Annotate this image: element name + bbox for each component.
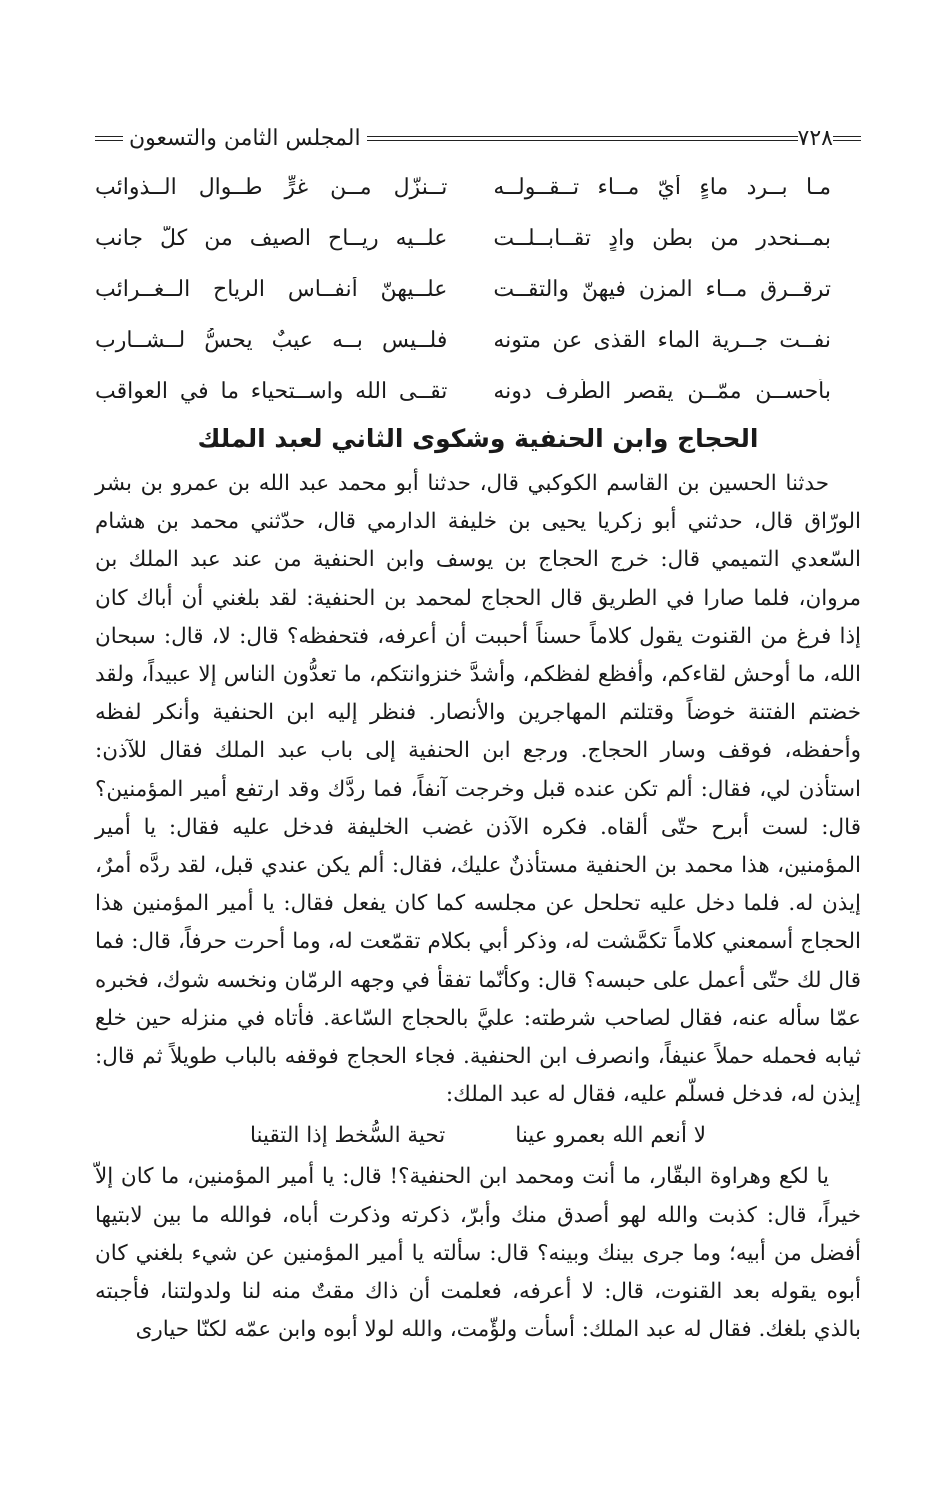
prose-body bbox=[95, 465, 861, 1349]
poem-line bbox=[95, 315, 861, 366]
header-rule bbox=[833, 136, 861, 141]
running-header bbox=[95, 118, 861, 158]
poem-second-hemistich: فلــيس بــه عيبٌ يحسُّ لــشــارب bbox=[95, 328, 448, 353]
chapter-title: المجلس الثامن والتسعون bbox=[129, 125, 361, 151]
header-rule bbox=[367, 136, 798, 141]
poem-second-hemistich: تقــى الله واســتحياء ما في العواقب bbox=[95, 379, 448, 404]
paragraph: حدثنا الحسين بن القاسم الكوكبي قال، حدثنا أبو محمد عبد الله بن عمرو بن بشر الورّاق قال، حدثني أبو زكريا يحيى بن خليفة الدارمي قال، حدّثني محمد بن هشام السّعدي التميمي قال: خرج الحجاج بن يوسف وابن الحنفية من عند عبد الملك بن مروان، فلما صارا في الطريق قال الحجاج لمحمد بن الحنفية: لقد بلغني أن أباك كان إذا فرغ من القنوت يقول كلاماً حسناً أحببت أن أعرفه، فتحفظه؟ قال: لا، قال: سبحان الله، ما أوحش لقاءكم، وأفظع لفظكم، وأشدَّ خنزوانتكم، ما تعدُّون الناس إلا عبيداً، ولقد خضتم الفتنة خوضاً وقتلتم المهاجرين والأنصار. فنظر إليه ابن الحنفية وأنكر لفظه وأحفظه، فوقف وسار الحجاج. ورجع ابن الحنفية إلى باب عبد الملك فقال للآذن: استأذن لي، فقال: ألم تكن عنده قبل وخرجت آنفاً، فما ردَّك وقد ارتفع أمير المؤمنين؟ قال: لست أبرح حتّى ألقاه. فكره الآذن غضب الخليفة فدخل عليه فقال: يا أمير المؤمنين، هذا محمد بن الحنفية مستأذنٌ عليك، فقال: ألم يكن عندي قبل، لقد ردَّه أمرٌ، إيذن له. فلما دخل عليه تحلحل عن مجلسه كما كان يفعل فقال: يا أمير المؤمنين هذا الحجاج أسمعني كلاماً تكمَّشت له، وذكر أبي بكلام تقمّعت له، وما أحرت حرفاً، قال: فما قال لك حتّى أعمل على حبسه؟ قال: وكأنّما تفقأ في وجهه الرمّان ونخسه شوك، فخبره عمّا سأله عنه، فقال لصاحب شرطته: عليَّ بالحجاج السّاعة. فأتاه في منزله حين خلع ثيابه فحمله حملاً عنيفاً، وانصرف ابن الحنفية. فجاء الحجاج فوقفه بالباب طويلاً ثم قال: إيذن له، فدخل فسلّم عليه، فقال له عبد الملك: bbox=[95, 471, 861, 1108]
poem-first-hemistich: بمــنحدرٍ من بطن وادٍ تقــابــلــت bbox=[493, 226, 831, 251]
verse-first-hemistich: لا أنعم الله بعمرو عينا bbox=[515, 1123, 707, 1149]
poem-first-hemistich: بأحســن ممّــن يقصر الطّرف دونه bbox=[493, 379, 831, 404]
poem-line bbox=[95, 213, 861, 264]
poem-line bbox=[95, 366, 861, 417]
verse-quote bbox=[95, 1114, 861, 1158]
book-page bbox=[95, 118, 861, 1349]
poem-second-hemistich: علــيه ريــاح الصيف من كلّ جانب bbox=[95, 226, 448, 251]
page-number: ٧٢٨ bbox=[797, 125, 833, 151]
verse-second-hemistich: تحية السُّخط إذا التقينا bbox=[249, 1123, 446, 1149]
poem-second-hemistich: علــيهنّ أنفــاس الرياح الــغــرائب bbox=[95, 277, 448, 302]
header-rule bbox=[95, 136, 123, 141]
poem-line bbox=[95, 264, 861, 315]
poem-first-hemistich: مـا بــرد ماءٍ أيّ مــاء تــقــولــه bbox=[493, 175, 831, 200]
poem-first-hemistich: ترقــرق مــاء المزن فيهنّ والتقــت bbox=[493, 277, 831, 302]
section-heading: الحجاج وابن الحنفية وشكوى الثاني لعبد الملك bbox=[197, 424, 759, 453]
poem bbox=[95, 162, 861, 417]
paragraph: يا لكع وهراوة البقّار، ما أنت ومحمد ابن الحنفية؟! قال: يا أمير المؤمنين، ما كان إلاّ خيراً، قال: كذبت والله لهو أصدق منك وأبرّ، ذكرته وذكرت أباه، فوالله ما بين لابتيها أفضل من أبيه؛ وما جرى بينك وبينه؟ قال: سألته يا أمير المؤمنين عن شيء بلغني كان أبوه يقوله بعد القنوت، قال: لا أعرفه، فعلمت أن ذاك مقتٌ منه لنا ولدولتنا، فأجبته بالذي بلغك. فقال له عبد الملك: أسأت ولؤّمت، والله لولا أبوه وابن عمّه لكنّا حيارى bbox=[95, 1164, 861, 1343]
poem-first-hemistich: نفــت جــرية الماء القذى عن متونه bbox=[493, 328, 831, 353]
poem-line bbox=[95, 162, 861, 213]
poem-second-hemistich: تــنزّل مــن غرٍّ طــوال الــذوائب bbox=[95, 175, 448, 200]
